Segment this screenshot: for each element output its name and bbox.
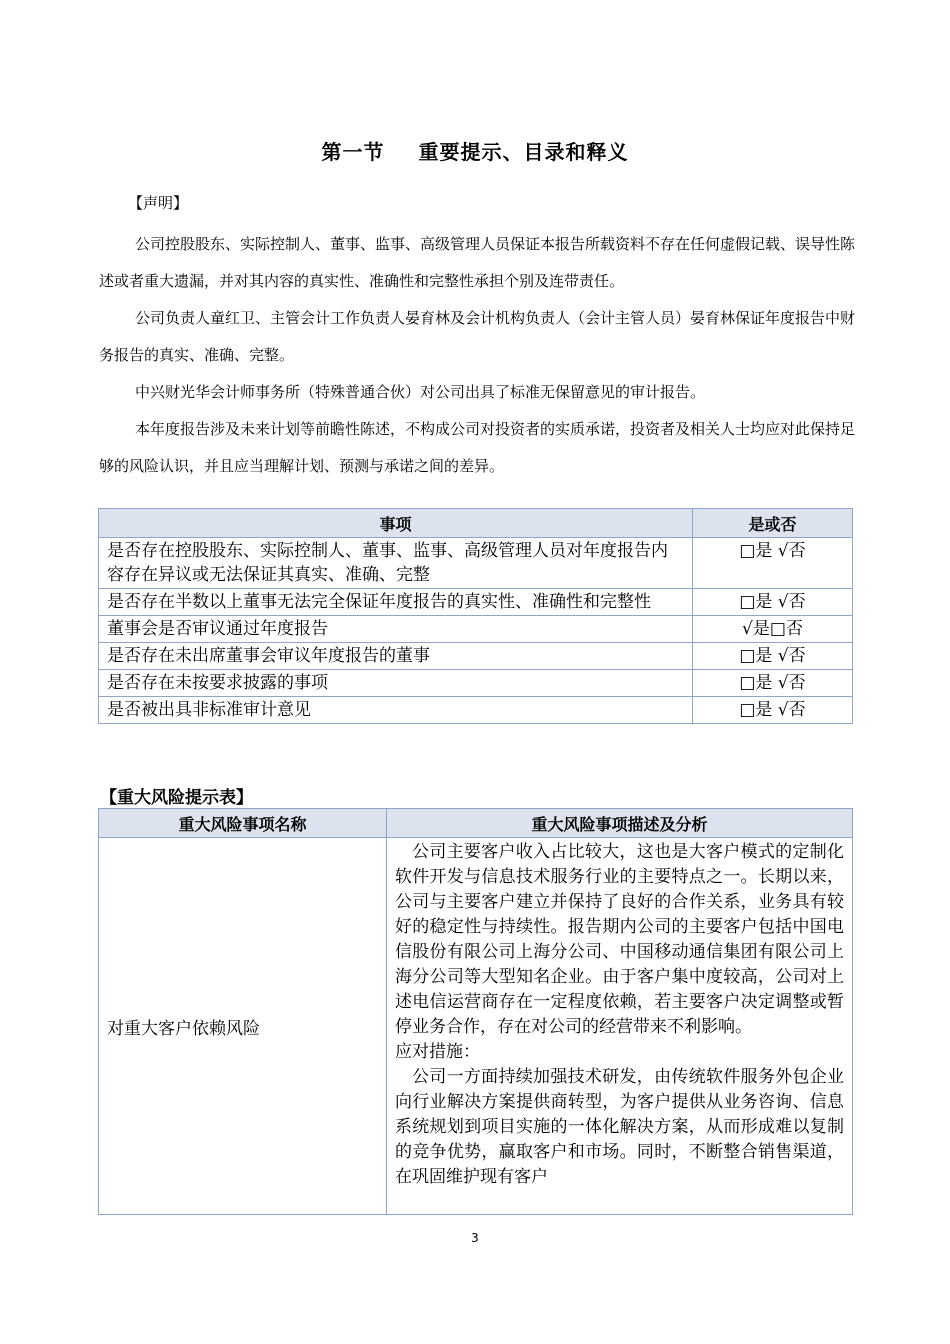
matter-answer: □是 √否 (693, 697, 853, 724)
matter-item: 是否被出具非标准审计意见 (99, 697, 693, 724)
declaration-paragraph: 本年度报告涉及未来计划等前瞻性陈述，不构成公司对投资者的实质承诺，投资者及相关人士均应对此保持足够的风险认识，并且应当理解计划、预测与承诺之间的差异。 (99, 420, 856, 475)
matter-item: 是否存在未按要求披露的事项 (99, 670, 693, 697)
matter-item: 是否存在控股股东、实际控制人、董事、监事、高级管理人员对年度报告内容存在异议或无法保证其真实、准确、完整 (99, 538, 693, 589)
declaration-paragraph: 公司负责人童红卫、主管会计工作负责人晏育林及会计机构负责人（会计主管人员）晏育林保证年度报告中财务报告的真实、准确、完整。 (99, 309, 856, 364)
matter-item: 董事会是否审议通过年度报告 (99, 616, 693, 643)
table-row (99, 589, 853, 616)
page-title (0, 136, 950, 165)
declaration-heading: 【声明】 (128, 194, 189, 212)
risk-description: 公司主要客户收入占比较大，这也是大客户模式的定制化软件开发与信息技术服务行业的主要特点之一。长期以来，公司与主要客户建立并保持了良好的合作关系，业务具有较好的稳定性与持续性。报告期内公司的主要客户包括中国电信股份有限公司上海分公司、中国移动通信集团有限公司上海分公司等大型知名企业。由于客户集中度较高，公司对上述电信运营商存在一定程度依赖，若主要客户决定调整或暂停业务合作，存在对公司的经营带来不利影响。 (395, 842, 844, 1037)
matter-answer: □是 √否 (693, 589, 853, 616)
section-number: 第一节 (321, 140, 385, 164)
column-header-risk-name: 重大风险事项名称 (99, 809, 387, 838)
risk-table-heading: 【重大风险提示表】 (100, 788, 253, 808)
matter-answer: □是 √否 (693, 670, 853, 697)
risk-name: 对重大客户依赖风险 (99, 838, 387, 1215)
risk-measures: 公司一方面持续加强技术研发，由传统软件服务外包企业向行业解决方案提供商转型，为客户提供从业务咨询、信息系统规划到项目实施的一体化解决方案，从而形成难以复制的竞争优势，赢取客户和市场。同时，不断整合销售渠道，在巩固维护现有客户 (395, 1067, 844, 1187)
table-row (99, 643, 853, 670)
declaration-paragraph: 公司控股股东、实际控制人、董事、监事、高级管理人员保证本报告所载资料不存在任何虚假记载、误导性陈述或者重大遗漏，并对其内容的真实性、准确性和完整性承担个别及连带责任。 (99, 235, 856, 290)
table-row (99, 697, 853, 724)
declaration-paragraph: 中兴财光华会计师事务所（特殊普通合伙）对公司出具了标准无保留意见的审计报告。 (135, 383, 706, 401)
matter-answer: □是 √否 (693, 538, 853, 589)
page-number: 3 (471, 1231, 479, 1245)
risk-table (98, 808, 853, 1215)
matters-table (98, 508, 853, 724)
declaration-body (99, 226, 855, 485)
risk-description-cell (387, 838, 853, 1215)
matter-item: 是否存在半数以上董事无法完全保证年度报告的真实性、准确性和完整性 (99, 589, 693, 616)
column-header-answer: 是或否 (693, 509, 853, 538)
matter-item: 是否存在未出席董事会审议年度报告的董事 (99, 643, 693, 670)
column-header-risk-description: 重大风险事项描述及分析 (387, 809, 853, 838)
column-header-item: 事项 (99, 509, 693, 538)
section-name: 重要提示、目录和释义 (418, 140, 629, 164)
matters-table-header (99, 509, 853, 538)
table-row (99, 838, 853, 1215)
matter-answer: √是□否 (693, 616, 853, 643)
matter-answer: □是 √否 (693, 643, 853, 670)
measures-label: 应对措施： (395, 1042, 480, 1062)
table-row (99, 616, 853, 643)
risk-table-header (99, 809, 853, 838)
table-row (99, 538, 853, 589)
table-row (99, 670, 853, 697)
